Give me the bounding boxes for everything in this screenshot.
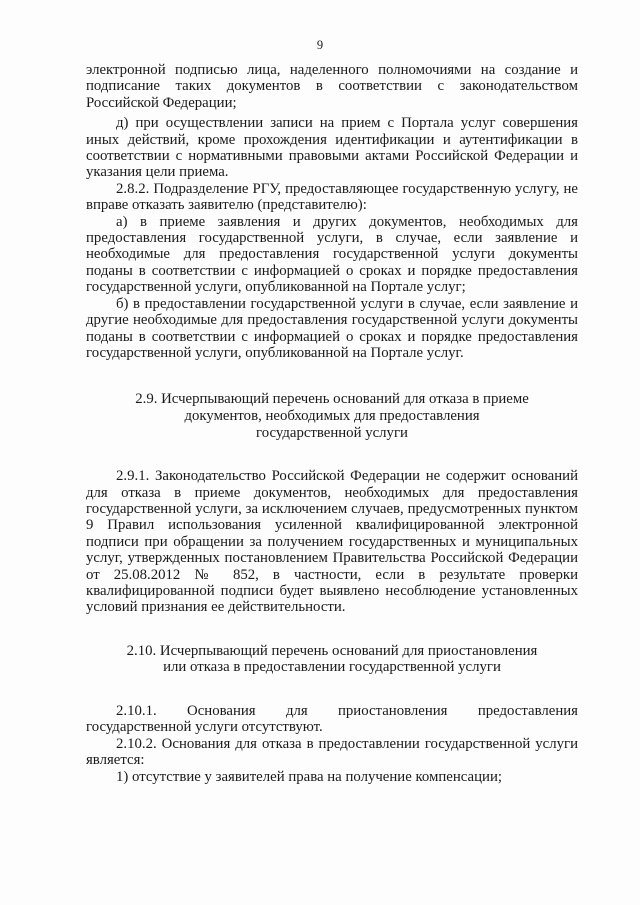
- paragraph-2-10-2: 2.10.2. Основания для отказа в предоставлении государственной услуги является:: [86, 735, 578, 769]
- section-2-10-title: [86, 643, 578, 676]
- section-title-line: или отказа в предоставлении государственной услуги: [163, 659, 501, 676]
- word: предоставления: [477, 702, 578, 719]
- paragraph-item-a: а) в приеме заявления и других документов, необходимых для предоставления государственной услуги, в случае, если заявление и необходимые для предоставления государственной услуги документы поданы в соответствии с информацией о сроках и порядке предоставления государственной услуги, опубликованной на Портале услуг;: [86, 213, 578, 296]
- document-body: [86, 62, 578, 785]
- word: приостановления: [337, 702, 448, 719]
- paragraph-item-b: б) в предоставлении государственной услуги в случае, если заявление и другие необходимые для предоставления государственной услуги документы поданы в соответствии с информацией о сроках и порядке предоставления государственной услуги, опубликованной на Портале услуг.: [86, 295, 578, 361]
- paragraph-2-10-1: [86, 703, 578, 719]
- section-title-line: государственной услуги: [256, 424, 408, 441]
- word: для: [285, 702, 308, 719]
- page-number: 9: [316, 38, 324, 52]
- section-title-line: 2.9. Исчерпывающий перечень оснований для отказа в приеме: [135, 391, 529, 408]
- paragraph-2-10-1-rest: государственной услуги отсутствуют.: [86, 719, 323, 736]
- word: 2.10.1.: [116, 702, 157, 719]
- section-title-line: документов, необходимых для предоставления: [184, 407, 480, 424]
- section-2-9-title: [86, 391, 578, 441]
- spread-line: [116, 703, 578, 719]
- paragraph-item-d: д) при осуществлении записи на прием с Портала услуг совершения иных действий, кроме прохождения идентификации и аутентификации в соответствии с нормативными правовыми актами Российской Федерации и указания цели приема.: [86, 115, 578, 181]
- paragraph-2-8-2: 2.8.2. Подразделение РГУ, предоставляющее государственную услугу, не вправе отказать заявителю (представителю):: [86, 180, 578, 214]
- section-title-line: 2.10. Исчерпывающий перечень оснований для приостановления: [126, 642, 538, 659]
- paragraph-item-1: 1) отсутствие у заявителей права на получение компенсации;: [116, 768, 502, 785]
- word: Основания: [187, 702, 256, 719]
- paragraph-continuation: электронной подписью лица, наделенного полномочиями на создание и подписание таких документов в соответствии с законодательством Российской Федерации;: [86, 62, 578, 111]
- paragraph-2-9-1: 2.9.1. Законодательство Российской Федерации не содержит оснований для отказа в приеме документов, необходимых для предоставления государственной услуги, за исключением случаев, предусмотренных пунктом 9 Правил использования усиленной квалифицированной электронной подписи при обращении за получением государственных и муниципальных услуг, утвержденных постановлением Правительства Российской Федерации от 25.08.2012 № 852, в частности, если в результате проверки квалифицированной подписи будет выявлено несоблюдение установленных условий признания ее действительности.: [86, 468, 578, 616]
